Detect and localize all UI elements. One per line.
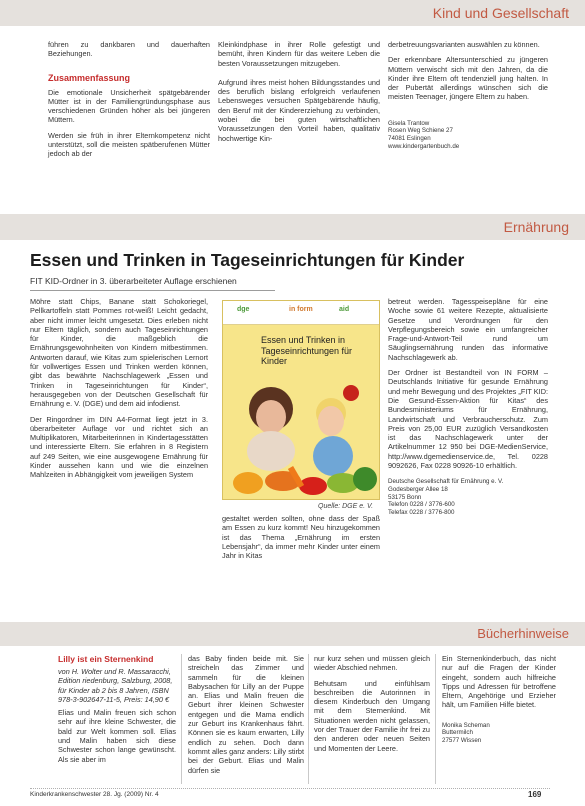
paragraph: das Baby finden beide mit. Sie streicheln das Zimmer und sammeln für die kleinen Babysachen für Lilly an der Puppe an. Elias und Malin freuen die Geburt ihrer kleinen Schwester entgegen und die Mama endlich zur Geburt ins Krankenhaus fährt. Können sie es kaum erwarten, Lilly endlich zu sehen. Doch dann kommt alles ganz anders: Lilly stirbt bei der Geburt. Elias und Malin dürfen sie [188, 654, 304, 775]
contact-line: Godesberger Allee 18 [388, 485, 448, 493]
contact-line: Deutsche Gesellschaft für Ernährung e. V. [388, 478, 504, 486]
intro-text: führen zu dankbaren und dauerhaften Beziehungen. [48, 40, 210, 59]
contact-address [388, 478, 548, 516]
books-column-2 [188, 654, 304, 781]
book-title: Lilly ist ein Sternenkind [58, 654, 154, 664]
nutrition-section-band [0, 214, 585, 240]
top-article-column-3 [388, 40, 548, 150]
article-headline: Essen und Trinken in Tageseinrichtungen für Kinder [30, 250, 465, 270]
books-column-4 [442, 654, 556, 745]
paragraph: Der Ringordner im DIN A4-Format liegt jetzt in 3. überarbeiteter Auflage vor und richtet sich an Multiplikatoren, Mitarbeiterinnen in Kindertagesstätten und interessierte Eltern. Sie erfahren in 8 Registern auf 249 Seiten, wie eine ausgewogene Ernährung für Kinder aussehen kann und wie die einzelnen Mahlzeiten in Abhängigkeit vom jeweiligen System [30, 414, 208, 480]
books-section-band [0, 622, 585, 646]
paragraph: Kleinkindphase in ihrer Rolle gefestigt und bemüht, ihren Kindern für das weitere Leben die besten Voraussetzungen mitzugeben. [218, 40, 380, 68]
paragraph: Werden sie früh in ihrer Elternkompetenz nicht unterstützt, soll die meisten spätberufenen Mütter jedoch ab der [48, 130, 210, 159]
author-line: Gisela Trantow [388, 119, 430, 127]
article-subline: FIT KID-Ordner in 3. überarbeiteter Auflage erschienen [30, 276, 237, 286]
footer-dotted-rule [30, 788, 550, 789]
page-number: 169 [528, 790, 542, 799]
column-divider [308, 654, 309, 784]
nutrition-column-3 [388, 297, 548, 516]
paragraph: betreut werden. Tagesspeisepläne für eine Woche sowie 61 weitere Rezepte, aktualisierte Gesetze und Verordnungen für den Verpflegungsbereich sowie ein umfangreicher Frage-und-Antwort-Teil rund um Säuglingsernährung runden das informative Nachschlagewerk ab. [388, 297, 548, 362]
paragraph: nur kurz sehen und müssen gleich wieder Abschied nehmen. [314, 654, 430, 673]
contact-line: Telefax 0228 / 3776-800 [388, 508, 455, 516]
paragraph: Elias und Malin freuen sich schon sehr auf ihre kleine Schwester, die bald zur Welt kommen soll. Elias und Malin haben sich diese Schwester schon lange gewünscht. Als sie aber im [58, 708, 176, 764]
image-caption: Quelle: DGE e. V. [318, 503, 374, 510]
contact-line: Telefon 0228 / 3776-600 [388, 501, 455, 509]
aid-logo: aid [339, 306, 350, 313]
paragraph: Möhre statt Chips, Banane statt Schokoriegel, Pellkartoffeln statt Pommes rot-weiß! Leicht gedacht, aber nicht immer leicht umgesetzt. Dies erleben nicht nur Eltern täglich, sondern auch Tageseinrichtungen für Kinder, die maßgeblich die Ernährungsgewohnheiten von Kindern mitbestimmen. Antworten darauf, wie Kitas zum spielerischen Lernort für vollwertiges Essen und Trinken werden können, gibt das bewährte Nachschlagewerk „Essen und Trinken in Tageseinrichtungen für Kinder“, herausgegeben von der Deutschen Gesellschaft für Ernährung e. V. (DGE) und dem aid infodienst. [30, 297, 208, 409]
nutrition-column-1 [30, 297, 208, 486]
books-column-1 [58, 654, 176, 770]
author-address [388, 120, 548, 150]
reviewer-line: 27577 Wissen [442, 736, 482, 744]
paragraph: derbetreuungsvarianten auswählen zu können. [388, 40, 540, 49]
paragraph: Aufgrund ihres meist hohen Bildungsstandes und des beruflich bislang erfolgreich verlaufenen Lebensweges versuchen Spätgebärende häufig, den Beruf mit der Kindererziehung zu verbinden, wobei die bei guten wirtschaftlichen Voraussetzungen den Vorteil haben, qualitativ hochwertige Kin- [218, 77, 380, 143]
in-form-logo: in form [289, 306, 313, 313]
divider [30, 290, 275, 291]
journal-reference: Kinderkrankenschwester 28. Jg. (2009) Nr. 4 [30, 791, 159, 798]
reviewer-address [442, 722, 556, 745]
column-divider [181, 654, 182, 784]
paragraph: Der erkennbare Altersunterschied zu jüngeren Müttern verwischt sich mit den Jahren, da die Kinder ihre Eltern oft tendenziell jung halten. In der Pubertät allerdings wünschen sich die meisten Teenager, jüngere Eltern zu haben. [388, 55, 548, 102]
book-meta: von H. Wolter und R. Massaracchi, Edition riedenburg, Salzburg, 2008, für Kinder ab 2 bis 8 Jahren, ISBN 978-3-902647-11-5, Preis: 14,90 € [58, 667, 173, 704]
summary-heading: Zusammenfassung [48, 72, 131, 83]
children-with-vegetables-illustration [223, 301, 380, 500]
paragraph: Die emotionale Unsicherheit spätgebärender Mütter ist in der Familiengründungsphase aus verschiedenen Gründen höher als bei jüngeren Müttern. [48, 87, 210, 125]
nutrition-column-2 [222, 514, 380, 566]
column-divider [435, 654, 436, 784]
paragraph: Der Ordner ist Bestandteil von IN FORM – Deutschlands Initiative für gesunde Ernährung und mehr Bewegung und des Projektes „FIT KID: Die Gesund-Essen-Aktion für Kitas“ des Bundesministeriums für Ernährung, Landwirtschaft und Verbraucherschutz. Zum Preis von 25,00 EUR zuzüglich Versandkosten ist das Nachschlagewerk unter der Artikelnummer 12 950 bei DGE-MedienService, http://www.dgemedienservice.de, Tel. 0228 9092626, Fax 0228 90926-10 erhältlich. [388, 368, 548, 471]
section-title: Ernährung [503, 219, 569, 235]
books-column-3 [314, 654, 430, 759]
author-line: 74081 Eslingen [388, 134, 431, 142]
reviewer-line: Buttermilch [442, 729, 473, 737]
top-article-column-2 [218, 40, 380, 149]
dge-logo: dge [237, 306, 250, 313]
book-cover-image [222, 300, 380, 500]
reviewer-line: Monika Scheman [442, 721, 490, 729]
paragraph: Behutsam und einfühlsam beschreiben die Autorinnen in diesem Kinderbuch den Umgang mit dem Sternenkind. Mit Situationen werden nicht gelassen, vor der Trauer der Familie ihr frei zu den anderen oder neuen Seiten und Momenten der Leere. [314, 678, 430, 753]
section-title: Bücherhinweise [477, 626, 569, 641]
section-title: Kind und Gesellschaft [432, 5, 569, 21]
top-article-column-1 [48, 40, 210, 165]
cover-title: Essen und Trinken in Tageseinrichtungen für Kinder [261, 335, 353, 366]
paragraph: Ein Sternenkinderbuch, das nicht nur auf die Fragen der Kinder eingeht, sondern auch hilfreiche Tipps und Adressen für betroffene Eltern, Angehörige und Erzieher hält, um Familien Hilfe bietet. [442, 654, 556, 710]
contact-line: 53175 Bonn [388, 493, 422, 501]
paragraph: gestaltet werden sollten, ohne dass der Spaß am Essen zu kurz kommt! Neu hinzugekommen ist das Thema „Ernährung im ersten Lebensjahr“, da immer mehr Kinder unter einem Jahr in Kitas [222, 514, 380, 561]
author-line: www.kindergartenbuch.de [388, 142, 460, 150]
author-line: Rosen Weg Schiene 27 [388, 127, 453, 135]
section-header-band [0, 0, 585, 26]
